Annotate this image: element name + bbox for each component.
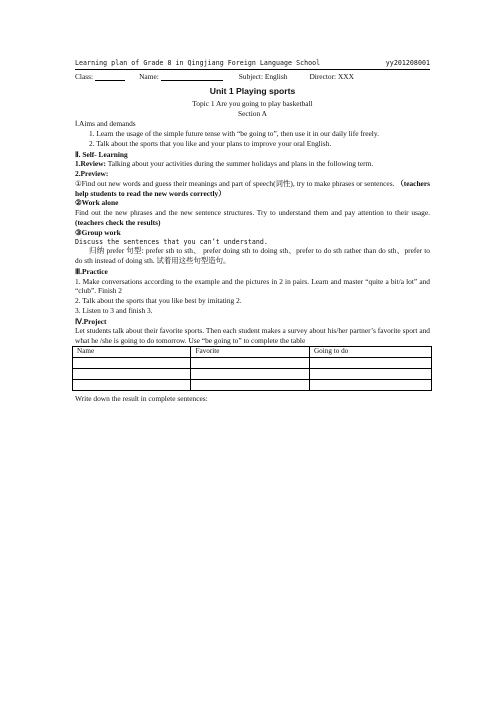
learning-plan-page bbox=[75, 59, 430, 404]
project-text: Let students talk about their favorite sports. Then each student makes a survey about his/her partner’s favorite sport and what he /she is going to do tomorrow. Use “be going to” to complete the table bbox=[75, 326, 430, 346]
name-blank bbox=[161, 72, 223, 81]
table-cell[interactable] bbox=[73, 368, 191, 379]
document-code: yy201208001 bbox=[385, 59, 430, 67]
prefer-summary: 归纳 prefer 句型: prefer sth to sth、 prefer doing sth to doing sth、prefer to do sth rather than do sth、prefer to do sth instead of doing sth. 试着用这些句型造句。 bbox=[75, 246, 430, 265]
document-header bbox=[75, 59, 430, 70]
aims-item-1: 1. Learn the usage of the simple future tense with “be going to”, then use it in our daily life freely. bbox=[89, 129, 379, 139]
table-cell[interactable] bbox=[309, 368, 431, 379]
group-work-heading: ③Group work bbox=[75, 227, 121, 237]
class-label: Class: bbox=[75, 71, 94, 81]
name-label: Name: bbox=[139, 71, 159, 81]
practice-item-2: 2. Talk about the sports that you like best by imitating 2. bbox=[75, 296, 242, 306]
work-alone-paragraph bbox=[75, 208, 430, 228]
table-row bbox=[73, 357, 432, 368]
director-label: Director: XXX bbox=[309, 71, 354, 81]
table-cell[interactable] bbox=[191, 379, 309, 390]
table-cell[interactable] bbox=[73, 379, 191, 390]
survey-table bbox=[72, 346, 432, 391]
practice-item-1: 1. Make conversations according to the example and the pictures in 2 in pairs. Learn and master “quite a bit/a lot” and “club”. Finish 2 bbox=[75, 276, 430, 296]
review-text: Talking about your activities during the summer holidays and plans in the following term. bbox=[106, 159, 374, 169]
table-cell[interactable] bbox=[191, 368, 309, 379]
work-alone-text: Find out the new phrases and the new sentence structures. Try to understand them and pay attention to their usage. bbox=[75, 208, 430, 218]
table-cell[interactable] bbox=[309, 357, 431, 368]
school-title: Learning plan of Grade 8 in Qingjiang Foreign Language School bbox=[75, 59, 321, 67]
group-work-text: Discuss the sentences that you can’t understand. bbox=[75, 237, 268, 246]
practice-item-3: 3. Listen to 3 and finish 3. bbox=[75, 305, 153, 315]
table-cell[interactable] bbox=[73, 357, 191, 368]
review-paragraph bbox=[75, 159, 430, 169]
table-row bbox=[73, 368, 432, 379]
preview-label: 2.Preview: bbox=[75, 169, 109, 179]
subject-label: Subject: English bbox=[238, 71, 288, 81]
column-header-favorite: Favorite bbox=[191, 346, 309, 357]
table-cell[interactable] bbox=[191, 357, 309, 368]
table-header-row bbox=[73, 346, 432, 357]
practice-heading: Ⅲ.Practice bbox=[75, 266, 108, 276]
work-alone-heading: ②Work alone bbox=[75, 198, 119, 208]
table-cell[interactable] bbox=[309, 379, 431, 390]
unit-title: Unit 1 Playing sports bbox=[209, 86, 296, 97]
self-learning-heading: Ⅱ. Self- Learning bbox=[75, 149, 128, 159]
project-heading: Ⅳ.Project bbox=[75, 316, 107, 326]
info-row bbox=[75, 72, 430, 82]
result-instruction: Write down the result in complete sentences: bbox=[75, 393, 208, 403]
work-alone-note: (teachers check the results) bbox=[75, 218, 161, 227]
preview-item-1 bbox=[75, 179, 430, 199]
column-header-going-to-do: Going to do bbox=[309, 346, 431, 357]
section-title: Section A bbox=[238, 108, 267, 118]
table-row bbox=[73, 379, 432, 390]
preview-item-1-text: ①Find out new words and guess their meanings and part of speech(词性), try to make phrases or sentences. bbox=[75, 178, 395, 188]
topic-title: Topic 1 Are you going to play basketball bbox=[192, 98, 313, 108]
class-blank bbox=[95, 72, 125, 81]
column-header-name: Name bbox=[73, 346, 191, 357]
aims-heading: Ⅰ.Aims and demands bbox=[75, 119, 136, 129]
review-label: 1.Review: bbox=[75, 159, 106, 169]
aims-item-2: 2. Talk about the sports that you like and your plans to improve your oral English. bbox=[89, 138, 332, 148]
preview-item-1-note: （teachers help students to read the new words correctly） bbox=[75, 178, 430, 198]
